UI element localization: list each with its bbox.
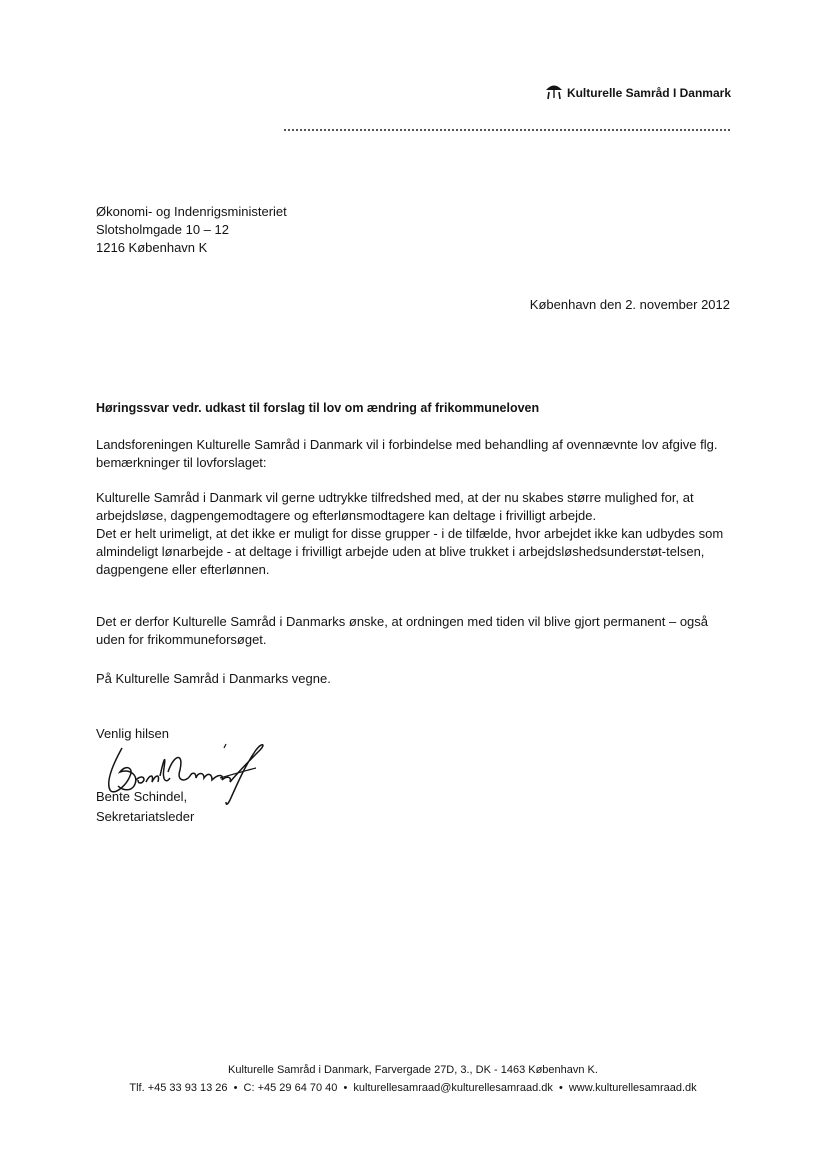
closing-greeting: Venlig hilsen [96,726,169,741]
paragraph-main-part2: Det er helt urimeligt, at det ikke er muligt for disse grupper - i de tilfælde, hvor arbejdet ikke kan udbydes som almindeligt lønarbejde - at deltage i frivilligt arbejde uden at blive trukket i arbejdsløshedsunderstøt-telsen, dagpengene eller efterlønnen. [96,526,724,577]
signer-title: Sekretariatsleder [96,809,195,824]
header-divider [284,129,730,131]
letterhead-logo [545,82,731,100]
letter-date: København den 2. november 2012 [529,297,730,312]
signer-block [96,787,194,827]
recipient-address [96,203,287,257]
footer-separator: • [233,1082,238,1094]
footer-address: Kulturelle Samråd i Danmark, Farvergade 27D, 3., DK - 1463 København K. [228,1064,598,1076]
paragraph-intro: Landsforeningen Kulturelle Samråd i Danmark vil i forbindelse med behandling af ovennævnte lov afgive flg. bemærkninger til lovforslaget: [96,437,718,470]
recipient-line: Økonomi- og Indenrigsministeriet [96,204,287,219]
letter-subject: Høringssvar vedr. udkast til forslag til lov om ændring af frikommuneloven [96,401,540,415]
logo-text: Kulturelle Samråd I Danmark [566,86,731,100]
paragraph-behalf: På Kulturelle Samråd i Danmarks vegne. [96,671,331,686]
signer-name: Bente Schindel, [96,789,188,804]
footer-website[interactable]: www.kulturellesamraad.dk [568,1082,697,1094]
letter-footer [0,1061,826,1097]
recipient-line: Slotsholmgade 10 – 12 [96,222,229,237]
recipient-line: 1216 København K [96,240,208,255]
footer-separator: • [558,1082,563,1094]
footer-separator: • [343,1082,348,1094]
footer-mobile: C: +45 29 64 70 40 [243,1082,338,1094]
paragraph-main-part1: Kulturelle Samråd i Danmark vil gerne udtrykke tilfredshed med, at der nu skabes større mulighed for, at arbejdsløse, dagpengemodtagere og efterlønsmodtagere kan deltage i frivilligt arbejde. [96,490,694,523]
paragraph-wish: Det er derfor Kulturelle Samråd i Danmarks ønske, at ordningen med tiden vil blive gjort permanent – også uden for frikommuneforsøget. [96,614,709,647]
umbrella-people-icon [545,82,563,100]
footer-phone: Tlf. +45 33 93 13 26 [129,1082,228,1094]
footer-contact [0,1079,826,1097]
paragraph-main [96,489,736,579]
footer-email[interactable]: kulturellesamraad@kulturellesamraad.dk [353,1082,553,1094]
